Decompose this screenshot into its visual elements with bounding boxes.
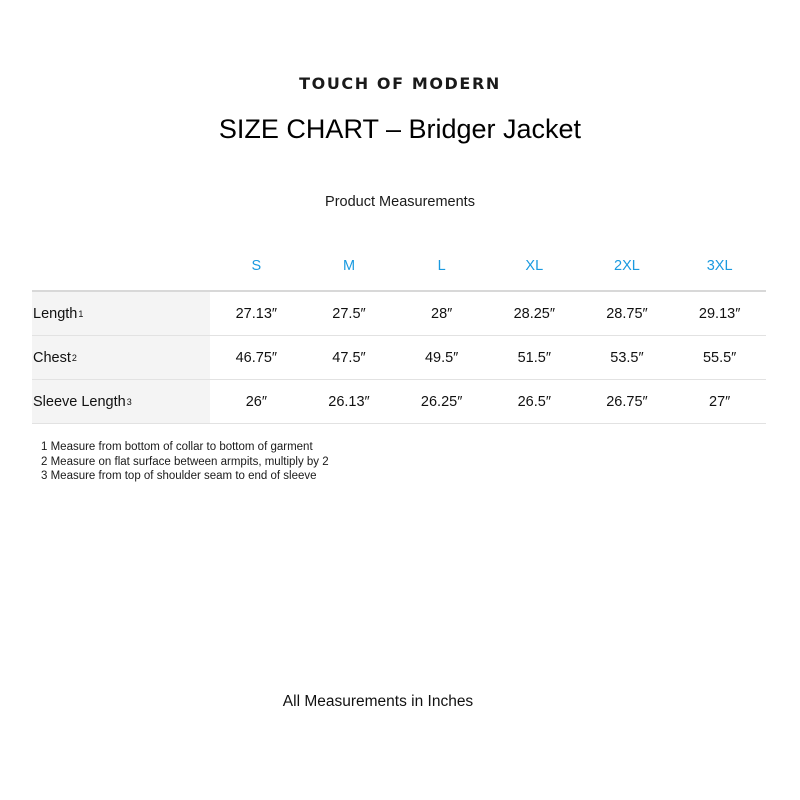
- brand-logo: TOUCH OF MODERN: [299, 74, 501, 93]
- size-header: L: [395, 242, 488, 291]
- table-cell: 26.75″: [581, 380, 674, 424]
- size-chart-table: [32, 242, 766, 424]
- table-cell: 26.25″: [395, 380, 488, 424]
- table-cell: 27″: [673, 380, 766, 424]
- table-cell: 28.75″: [581, 291, 674, 336]
- table-cell: 27.5″: [303, 291, 396, 336]
- size-header: XL: [488, 242, 581, 291]
- footnote: 3 Measure from top of shoulder seam to end of sleeve: [41, 470, 317, 482]
- table-row: [32, 380, 766, 424]
- footnote: 2 Measure on flat surface between armpits, multiply by 2: [41, 455, 329, 468]
- row-label-text: Chest: [33, 349, 71, 366]
- size-header-row: [32, 242, 766, 291]
- table-cell: 49.5″: [395, 336, 488, 380]
- size-header: 3XL: [673, 242, 766, 291]
- table-cell: 26″: [210, 380, 303, 424]
- footnotes: [41, 440, 329, 484]
- table-cell: 53.5″: [581, 336, 674, 380]
- header-corner: [32, 242, 210, 291]
- table-cell: 28.25″: [488, 291, 581, 336]
- table-cell: 29.13″: [673, 291, 766, 336]
- size-header: 2XL: [581, 242, 674, 291]
- table-cell: 26.13″: [303, 380, 396, 424]
- size-header: S: [210, 242, 303, 291]
- page-title: SIZE CHART – Bridger Jacket: [218, 114, 582, 144]
- table-cell: 51.5″: [488, 336, 581, 380]
- table-cell: 28″: [395, 291, 488, 336]
- row-label: [32, 380, 210, 424]
- footnote-marker: 2: [71, 352, 77, 363]
- units-note: All Measurements in Inches: [282, 693, 474, 710]
- size-chart-table-container: [32, 242, 766, 424]
- table-cell: 27.13″: [210, 291, 303, 336]
- footnote: 1 Measure from bottom of collar to bottom of garment: [41, 441, 313, 453]
- footnote-marker: 1: [78, 308, 84, 319]
- footnote-marker: 3: [126, 396, 132, 407]
- row-label: [32, 336, 210, 380]
- size-header: M: [303, 242, 396, 291]
- section-subtitle: Product Measurements: [325, 194, 475, 210]
- table-cell: 26.5″: [488, 380, 581, 424]
- table-cell: 55.5″: [673, 336, 766, 380]
- row-label-text: Length: [33, 305, 78, 322]
- table-cell: 46.75″: [210, 336, 303, 380]
- table-row: [32, 336, 766, 380]
- row-label-text: Sleeve Length: [33, 393, 126, 410]
- row-label: [32, 291, 210, 336]
- table-row: [32, 291, 766, 336]
- table-cell: 47.5″: [303, 336, 396, 380]
